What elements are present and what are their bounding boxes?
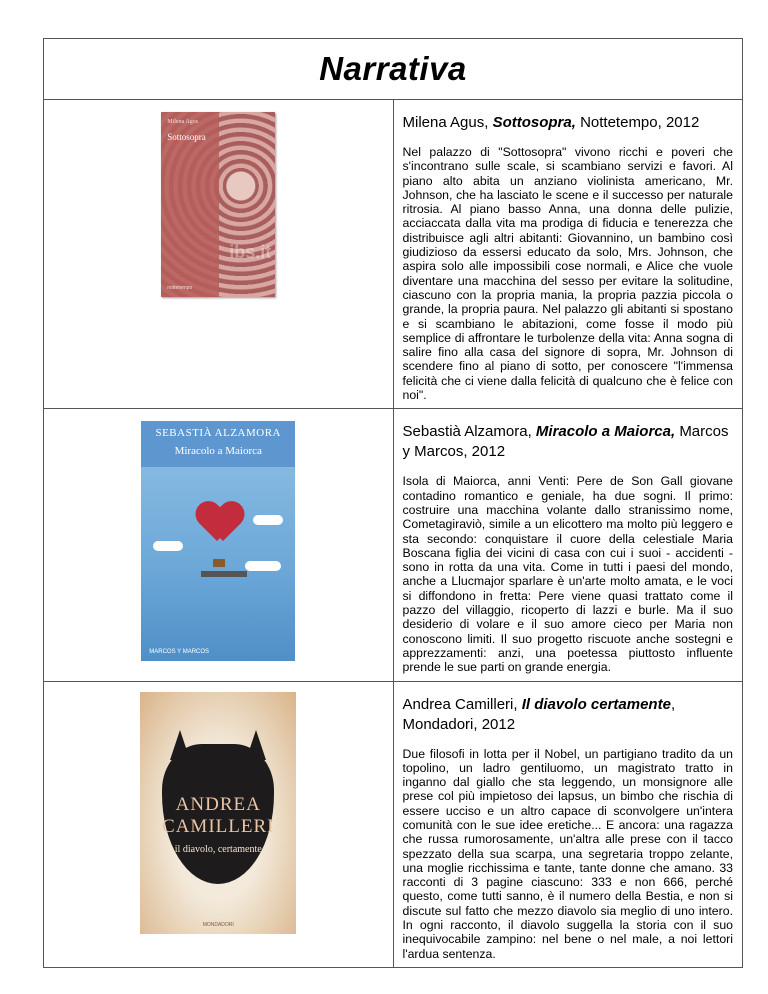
cover-cell <box>44 409 394 681</box>
book-heading <box>403 422 734 462</box>
cloud-shape <box>153 541 183 551</box>
cover-title: Miracolo a Maiorca <box>174 445 262 458</box>
book-row <box>44 681 743 967</box>
document-table <box>43 38 743 968</box>
biplane-icon <box>201 571 247 577</box>
book-text-cell <box>393 100 743 409</box>
book-publisher: Nottetempo, 2012 <box>580 114 700 131</box>
book-publisher: , Mondadori, 2012 <box>402 695 676 733</box>
book-author: Milena Agus, <box>402 114 489 131</box>
book-row <box>44 100 743 409</box>
cover-title: Sottosopra <box>167 132 206 142</box>
book-description: Isola di Maiorca, anni Venti: Pere de Son Gall giovane contadino romantico e geniale, ha due sogni. Il primo: costruire una macchina volante dallo stranissimo nome, Cometagiraviò, simile a un elicottero ma molto più leggero e sta secondo: conquistare il cuore della celestiale Maria Boscana figlia dei vicini di casa con cui i suoi - accidenti - sono in rotta da una vita. Come in tutti i paesi del mondo, anche a Llucmajor sparlare è un'arte molto amata, e le voci si diffondono in fretta: Pere viene quasi trattato come il pazzo del villaggio, ricoperto di lazzi e burle. Ma il suo desiderio di volare e il suo amore cieco per Maria non conoscono limiti. Il suo progetto riscuote anche sostegni e apprezzamenti: anzi, una poetessa piuttosto influente prende le sue parti on grande energia. <box>402 474 733 675</box>
cloud-shape <box>245 561 281 571</box>
book-text-cell <box>393 681 743 967</box>
cover-publisher: MARCOS Y MARCOS <box>149 649 210 656</box>
title-row <box>44 39 743 100</box>
cover-author-first: ANDREA <box>175 793 261 815</box>
cover-publisher: nottetempo <box>167 285 193 291</box>
cover-title: il diavolo, certamente <box>174 843 262 855</box>
book-heading <box>403 695 734 735</box>
heart-balloon-icon <box>197 503 243 549</box>
cover-publisher: MONDADORI <box>202 921 234 928</box>
book-row <box>44 409 743 681</box>
book-title: Sottosopra, <box>492 114 576 131</box>
cloud-shape <box>253 515 283 525</box>
book-cover-image <box>141 421 295 661</box>
cover-author-last: CAMILLERI <box>162 815 275 837</box>
book-description: Nel palazzo di "Sottosopra" vivono ricchi e poveri che s'incontrano sulle scale, si scambiano servizi e favori. Al piano alto abita un anziano violinista americano, Mr. Johnson, che ha lasciato le scene e il successo per naturale ritrosia. Al piano basso Anna, una donna delle pulizie, acciaccata dalla vita ma prodiga di fiducia e tenerezza che distribuisce agli altri abitanti: Giovannino, un bambino così giudizioso da essersi educato da solo, Mrs. Johnson, che aspira solo alle impossibili cose normali, e Alice che vuole diventare una macchina del sesso per evitare la solitudine, ciascuno con la propria mania, la propria pazzia piccola o grande, la propria paura. Nel palazzo gli abitanti si spostano e si scambiano le abitazioni, come fosse il modo più semplice di affrontare le turbolenze della vita: Anna sogna di salire fino alla casa del signore di sopra, Mr. Johnson di scendere fino al piano di sotto, per conoscere "l'immensa felicità che ci viene dalla felicità di qualcuno che è felice con noi". <box>402 145 733 403</box>
title-cell <box>44 39 743 100</box>
book-title: Miracolo a Maiorca, <box>535 423 676 441</box>
book-publisher: Marcos y Marcos, 2012 <box>402 423 729 461</box>
book-description: Due filosofi in lotta per il Nobel, un partigiano tradito da un topolino, un ladro gentiluomo, un magistrato tratto in inganno dal giallo che sta leggendo, un monsignore alle prese col più impietoso dei lapsus, un bimbo che rischia di essere ucciso e un altro capace di sconvolgere un'intera comunità con le sue idee eretiche... E ancora: una ragazza che russa rumorosamente, un'altra alle prese con il tacco spezzato della sua scarpa, una segretaria troppo zelante, una moglie ricchissima e tante, tante donne che amano. 33 racconti di 3 pagine ciascuno: 333 e non 666, perché questo, come tutti sanno, è il numero della Bestia, e non si discute sul fatto che mezzo diavolo sia meglio di uno intero. In ogni racconto, il diavolo suggella la storia con il suo inequivocabile zampino: nel bene o nel male, a noi lettori l'ardua sentenza. <box>402 746 733 961</box>
book-author: Sebastià Alzamora, <box>402 423 532 441</box>
book-cover-image <box>161 112 275 297</box>
cover-cell <box>44 100 394 409</box>
cover-cell <box>44 681 394 967</box>
balloon-basket <box>213 559 225 567</box>
page-title: Narrativa <box>319 50 467 87</box>
book-text-cell <box>393 409 743 681</box>
cover-author: Milena Agus <box>167 119 199 125</box>
book-title: Il diavolo certamente <box>521 695 671 713</box>
cover-watermark: ibs.it <box>229 242 272 262</box>
book-heading <box>403 113 734 133</box>
book-author: Andrea Camilleri, <box>402 695 518 713</box>
book-cover-image <box>140 692 296 934</box>
cover-author: SEBASTIÀ ALZAMORA <box>155 427 282 440</box>
